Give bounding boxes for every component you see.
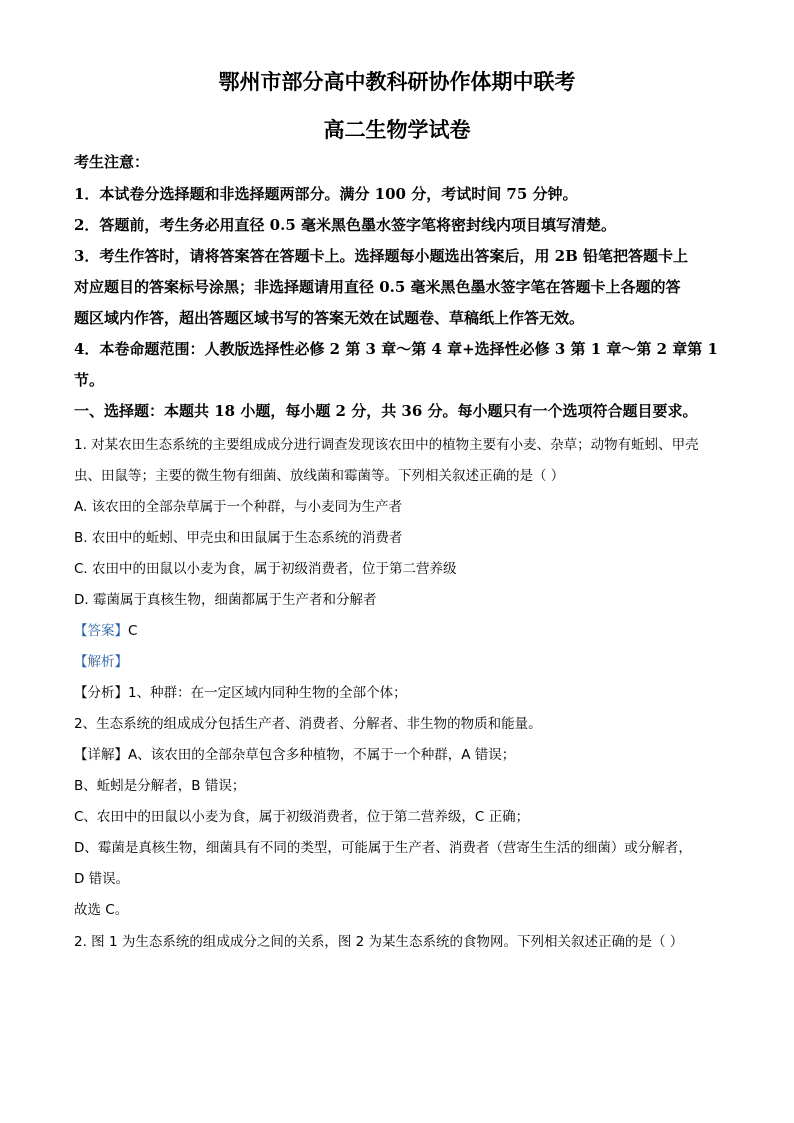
answer-tag: 【答案】 (74, 623, 128, 639)
fenxi-text-1: 1、种群：在一定区域内同种生物的全部个体； (128, 685, 407, 701)
section-heading: 一、选择题：本题共 18 小题，每小题 2 分，共 36 分。每小题只有一个选项符合题目要求。 (74, 402, 698, 420)
question-1-option-b: B. 农田中的蚯蚓、甲壳虫和田鼠属于生态系统的消费者 (74, 530, 403, 546)
answer-value: C (128, 623, 138, 639)
notice-item-3-line-2: 对应题目的答案标号涂黑；非选择题请用直径 0.5 毫米黑色墨水签字笔在答题卡上各题的答 (74, 278, 681, 296)
notice-item-4-line-1: 4．本卷命题范围：人教版选择性必修 2 第 3 章～第 4 章+选择性必修 3 第 1 章～第 2 章第 1 (74, 340, 718, 358)
fenxi-line-2: 2、生态系统的组成成分包括生产者、消费者、分解者、非生物的物质和能量。 (74, 716, 542, 732)
notice-item-3-line-3: 题区域内作答，超出答题区域书写的答案无效在试题卷、草稿纸上作答无效。 (74, 309, 585, 327)
exam-title: 鄂州市部分高中教科研协作体期中联考 (218, 69, 576, 94)
question-1-stem-line-1: 1. 对某农田生态系统的主要组成成分进行调查发现该农田中的植物主要有小麦、杂草；动物有蚯蚓、甲壳 (74, 437, 699, 453)
question-1-stem-line-2: 虫、田鼠等；主要的微生物有细菌、放线菌和霉菌等。下列相关叙述正确的是（ ） (74, 468, 565, 484)
detail-tag: 【详解】 (74, 747, 128, 763)
detail-line-5: D 错误。 (74, 871, 130, 887)
notice-item-2: 2．答题前，考生务必用直径 0.5 毫米黑色墨水签字笔将密封线内项目填写清楚。 (74, 216, 616, 234)
question-2-stem-line-1: 2. 图 1 为生态系统的组成成分之间的关系，图 2 为某生态系统的食物网。下列相关叙述正确的是（ ） (74, 934, 684, 950)
detail-line-3: C、农田中的田鼠以小麦为食，属于初级消费者，位于第二营养级，C 正确； (74, 809, 530, 825)
notice-heading: 考生注意： (74, 153, 150, 171)
exam-subtitle: 高二生物学试卷 (323, 117, 471, 142)
analysis-tag: 【解析】 (74, 654, 128, 670)
fenxi-tag: 【分析】 (74, 685, 128, 701)
question-1-option-a: A. 该农田的全部杂草属于一个种群，与小麦同为生产者 (74, 499, 403, 515)
detail-line-1 (74, 743, 734, 763)
notice-item-3-line-1: 3．考生作答时，请将答案答在答题卡上。选择题每小题选出答案后，用 2B 铅笔把答题卡上 (74, 247, 689, 265)
detail-line-2: B、蚯蚓是分解者，B 错误； (74, 778, 246, 794)
conclusion-line: 故选 C。 (74, 902, 129, 918)
answer-line (74, 619, 734, 639)
question-1-option-d: D. 霉菌属于真核生物，细菌都属于生产者和分解者 (74, 592, 377, 608)
question-1-option-c: C. 农田中的田鼠以小麦为食，属于初级消费者，位于第二营养级 (74, 561, 457, 577)
fenxi-line-1 (74, 681, 734, 701)
notice-item-4-line-2: 节。 (74, 371, 105, 389)
notice-item-1: 1．本试卷分选择题和非选择题两部分。满分 100 分，考试时间 75 分钟。 (74, 185, 578, 203)
detail-text-1: A、该农田的全部杂草包含多种植物，不属于一个种群，A 错误； (128, 747, 516, 763)
detail-line-4: D、霉菌是真核生物，细菌具有不同的类型，可能属于生产者、消费者（营寄生生活的细菌）或分解者， (74, 840, 692, 856)
